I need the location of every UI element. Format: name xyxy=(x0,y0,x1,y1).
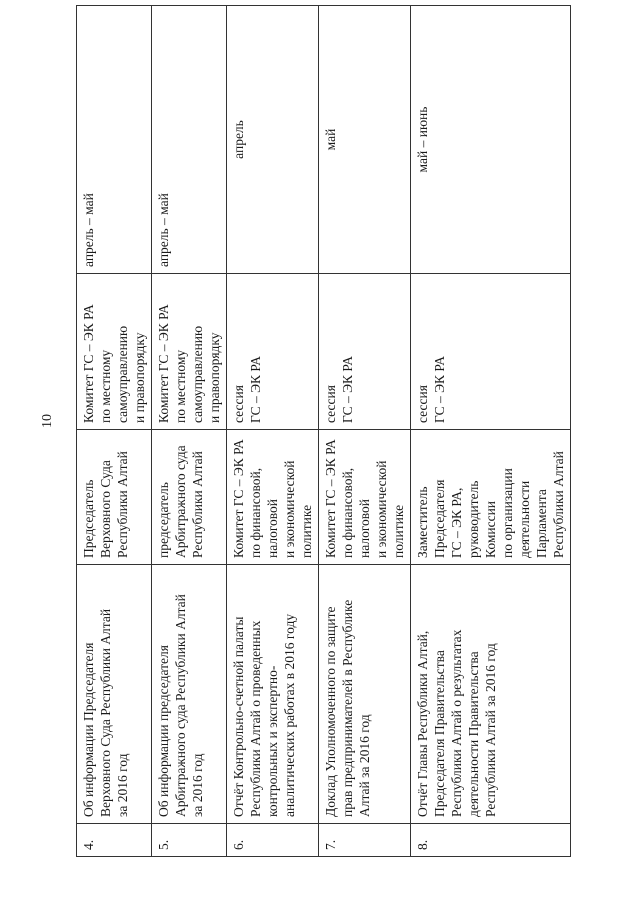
responsible-line: по организации xyxy=(500,468,515,558)
responsible-line: председатель xyxy=(156,482,171,558)
event-line: Доклад Уполномоченного по защите xyxy=(323,606,338,817)
row-number-cell xyxy=(319,824,411,857)
responsible-line: политике xyxy=(391,504,406,558)
event-line: деятельности Правительства xyxy=(466,651,481,817)
term-text: апрель – май xyxy=(156,193,171,267)
where-line: по местному xyxy=(98,349,113,423)
row-number: 8. xyxy=(415,839,430,850)
event-line: Отчёт Главы Республики Алтай, xyxy=(415,630,430,817)
responsible-line: налоговой xyxy=(357,498,372,558)
venue-cell xyxy=(411,274,571,430)
term-cell xyxy=(411,6,571,274)
event-line: Республики Алтай за 2016 год xyxy=(483,643,498,817)
table-row xyxy=(152,6,227,857)
table-row xyxy=(227,6,319,857)
row-number-cell xyxy=(152,824,227,857)
responsible-line: Председатель xyxy=(81,479,96,558)
responsible-line: Верховного Суда xyxy=(98,460,113,558)
page-number: 10 xyxy=(40,414,55,428)
where-line: ГС – ЭК РА xyxy=(248,356,263,423)
term-cell xyxy=(152,6,227,274)
where-line: самоуправлению xyxy=(115,325,130,423)
responsible-line: Республики Алтай xyxy=(551,451,566,558)
event-cell xyxy=(227,565,319,824)
event-line: Алтай за 2016 год xyxy=(357,714,372,817)
event-line: Верховного Суда Республики Алтай xyxy=(98,608,113,817)
responsible-line: Парламента xyxy=(534,489,549,558)
event-line: Отчёт Контрольно-счетной палаты xyxy=(231,616,246,817)
responsible-line: Республики Алтай xyxy=(190,451,205,558)
where-line: ГС – ЭК РА xyxy=(340,356,355,423)
responsible-cell xyxy=(152,430,227,565)
event-line: Республики Алтай о проведенных xyxy=(248,620,263,817)
responsible-line: руководитель xyxy=(466,480,481,558)
event-line: Республики Алтай о результатах xyxy=(449,629,464,817)
responsible-line: и экономической xyxy=(374,460,389,558)
row-number-cell xyxy=(77,824,152,857)
responsible-cell xyxy=(227,430,319,565)
venue-cell xyxy=(77,274,152,430)
event-line: Председателя Правительства xyxy=(432,650,447,817)
table-row xyxy=(77,6,152,857)
responsible-line: Председателя xyxy=(432,479,447,558)
rotated-table-wrapper xyxy=(76,37,566,857)
event-cell xyxy=(411,565,571,824)
event-line: Арбитражного суда Республики Алтай xyxy=(173,594,188,817)
term-text: апрель – май xyxy=(81,193,96,267)
row-number: 7. xyxy=(323,839,338,850)
where-line: ГС – ЭК РА xyxy=(432,356,447,423)
where-line: сессия xyxy=(323,385,338,423)
event-line: за 2016 год xyxy=(190,753,205,817)
responsible-line: по финансовой, xyxy=(340,467,355,558)
event-line: прав предпринимателей в Республике xyxy=(340,599,355,817)
event-line: Об информации Председателя xyxy=(81,642,96,817)
where-line: сессия xyxy=(231,385,246,423)
responsible-line: Комиссии xyxy=(483,500,498,558)
responsible-cell xyxy=(77,430,152,565)
row-number-cell xyxy=(411,824,571,857)
table-row xyxy=(319,6,411,857)
responsible-cell xyxy=(411,430,571,565)
where-line: самоуправлению xyxy=(190,325,205,423)
event-line: аналитических работах в 2016 году xyxy=(282,613,297,817)
row-number: 5. xyxy=(156,839,171,850)
event-cell xyxy=(77,565,152,824)
responsible-line: ГС – ЭК РА, xyxy=(449,487,464,558)
responsible-line: Республики Алтай xyxy=(115,451,130,558)
row-number-cell xyxy=(227,824,319,857)
where-line: и правопорядку xyxy=(132,332,147,423)
venue-cell xyxy=(319,274,411,430)
responsible-line: и экономической xyxy=(282,460,297,558)
where-line: по местному xyxy=(173,349,188,423)
term-cell xyxy=(319,6,411,274)
event-cell xyxy=(319,565,411,824)
responsible-line: налоговой xyxy=(265,498,280,558)
responsible-line: Комитет ГС – ЭК РА xyxy=(231,439,246,558)
term-cell xyxy=(227,6,319,274)
plan-table-body xyxy=(77,6,571,857)
plan-table xyxy=(76,5,571,857)
row-number: 6. xyxy=(231,839,246,850)
responsible-line: по финансовой, xyxy=(248,467,263,558)
responsible-line: Комитет ГС – ЭК РА xyxy=(323,439,338,558)
event-line: за 2016 год xyxy=(115,753,130,817)
responsible-line: Арбитражного суда xyxy=(173,445,188,558)
event-line: контрольных и экспертно- xyxy=(265,665,280,817)
where-line: и правопорядку xyxy=(207,332,222,423)
where-line: Комитет ГС – ЭК РА xyxy=(156,304,171,423)
event-line: Об информации председателя xyxy=(156,645,171,817)
term-text: май xyxy=(323,128,338,151)
term-text: апрель xyxy=(231,120,246,159)
row-number: 4. xyxy=(81,839,96,850)
responsible-line: Заместитель xyxy=(415,486,430,558)
term-cell xyxy=(77,6,152,274)
where-line: сессия xyxy=(415,385,430,423)
venue-cell xyxy=(152,274,227,430)
term-text: май – июнь xyxy=(415,106,430,173)
where-line: Комитет ГС – ЭК РА xyxy=(81,304,96,423)
table-row xyxy=(411,6,571,857)
responsible-line: деятельности xyxy=(517,480,532,558)
responsible-line: политике xyxy=(299,504,314,558)
venue-cell xyxy=(227,274,319,430)
event-cell xyxy=(152,565,227,824)
responsible-cell xyxy=(319,430,411,565)
